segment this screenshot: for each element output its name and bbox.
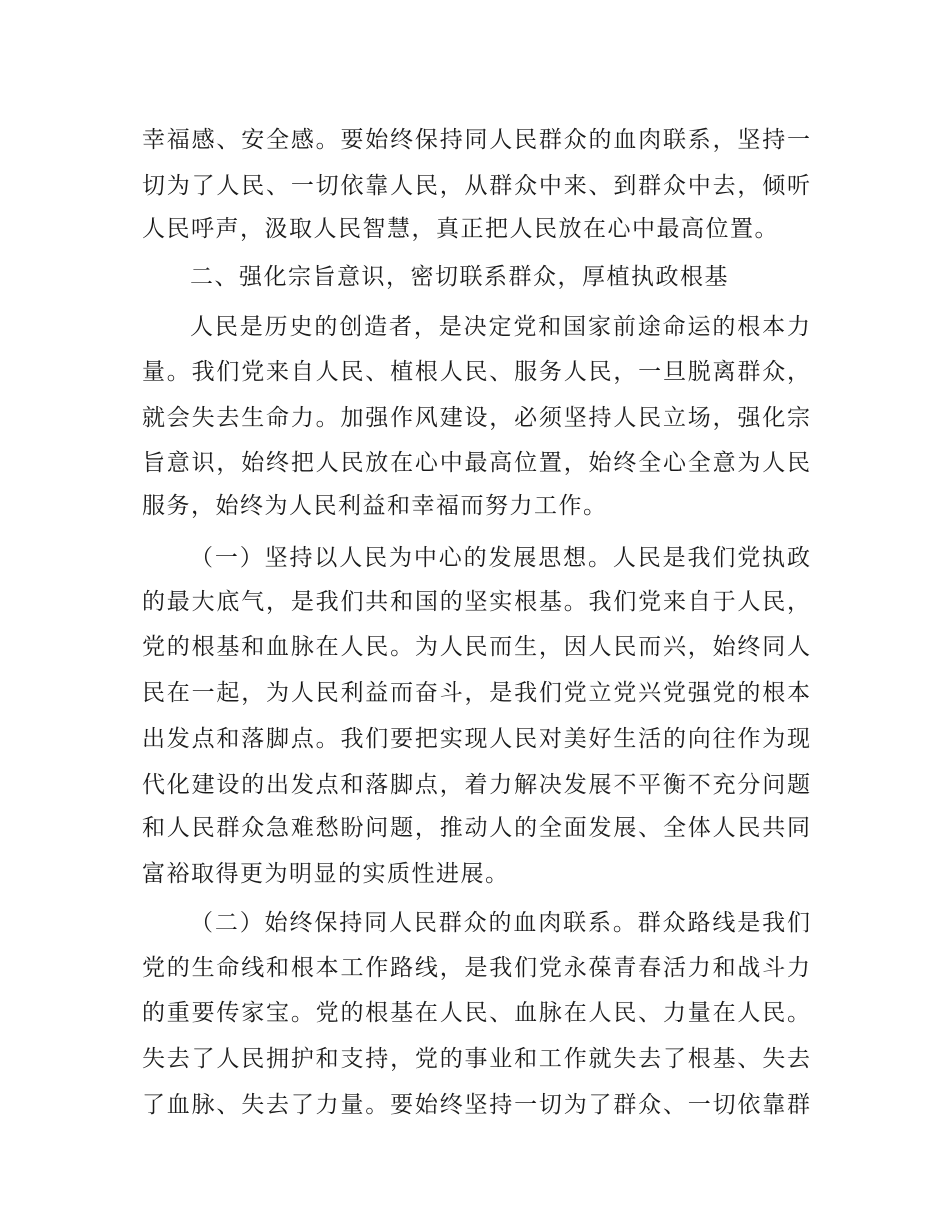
text-line: 旨意识，始终把人民放在心中最高位置，始终全心全意为人民 [142,450,810,476]
text-line: 人民呼声，汲取人民智慧，真正把人民放在心中最高位置。 [142,216,779,242]
text-line: 富裕取得更为明显的实质性进展。 [142,861,510,887]
section-heading: 二、强化宗旨意识，密切联系群众，厚植执政根基 [190,264,729,290]
text-line: 党的根基和血脉在人民。为人民而生，因人民而兴，始终同人 [142,634,810,660]
text-line: 党的生命线和根本工作路线，是我们党永葆青春活力和战斗力 [142,955,810,981]
text-line: （一）坚持以人民为中心的发展思想。人民是我们党执政 [190,545,810,571]
text-line: 代化建设的出发点和落脚点，着力解决发展不平衡不充分问题 [142,772,810,798]
text-line: 幸福感、安全感。要始终保持同人民群众的血肉联系，坚持一 [142,127,810,153]
text-line: 的最大底气，是我们共和国的坚实根基。我们党来自于人民， [142,589,810,615]
text-line: 出发点和落脚点。我们要把实现人民对美好生活的向往作为现 [142,726,810,752]
text-line: （二）始终保持同人民群众的血肉联系。群众路线是我们 [190,910,810,936]
text-line: 民在一起，为人民利益而奋斗，是我们党立党兴党强党的根本 [142,680,810,706]
text-line: 切为了人民、一切依靠人民，从群众中来、到群众中去，倾听 [142,173,810,199]
text-line: 就会失去生命力。加强作风建设，必须坚持人民立场，强化宗 [142,405,810,431]
text-line: 人民是历史的创造者，是决定党和国家前途命运的根本力 [190,314,810,340]
text-line: 服务，始终为人民利益和幸福而努力工作。 [142,493,608,519]
text-line: 失去了人民拥护和支持，党的事业和工作就失去了根基、失去 [142,1046,810,1072]
text-line: 和人民群众急难愁盼问题，推动人的全面发展、全体人民共同 [142,815,810,841]
text-line: 的重要传家宝。党的根基在人民、血脉在人民、力量在人民。 [142,1000,810,1026]
text-line: 了血脉、失去了力量。要始终坚持一切为了群众、一切依靠群 [142,1092,810,1118]
text-line: 量。我们党来自人民、植根人民、服务人民，一旦脱离群众， [142,359,810,385]
